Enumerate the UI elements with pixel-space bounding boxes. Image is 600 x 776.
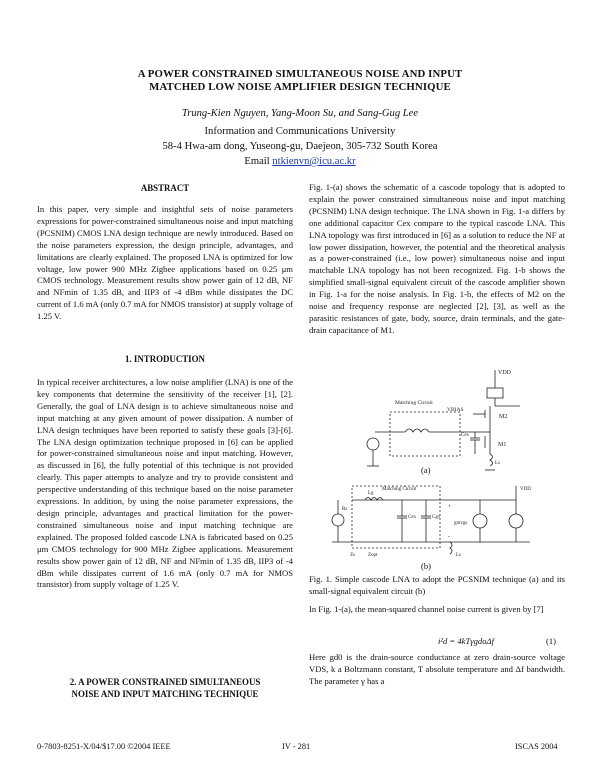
affiliation-line-1: Information and Communications University — [204, 126, 396, 137]
right-column-para-2 — [309, 604, 565, 616]
figure-1a-label: (a) — [421, 465, 431, 475]
zopt-label: Zopt — [368, 553, 378, 558]
rs-label: Rs — [342, 507, 348, 512]
ls-label-b: Ls — [456, 553, 461, 558]
title-line-2: MATCHED LOW NOISE AMPLIFIER DESIGN TECHNIQUE — [149, 81, 451, 93]
m1-label: M1 — [498, 442, 507, 448]
equation-1: i²d = 4kTγgdoΔf — [438, 636, 494, 646]
ls-inductor — [490, 454, 493, 466]
figure-1-caption: Fig. 1. Simple cascode LNA to adopt the PCSNIM technique (a) and its small-signal equivalent circuit (b) — [309, 574, 565, 596]
ls-inductor-b — [450, 542, 452, 554]
minus-sign: - — [448, 534, 450, 540]
introduction-heading: 1. INTRODUCTION — [125, 354, 205, 364]
title-line-1: A POWER CONSTRAINED SIMULTANEOUS NOISE AND INPUT — [137, 68, 463, 80]
noise-current-source — [509, 514, 523, 528]
email-label: Email — [244, 156, 273, 167]
matching-circuit-label-b: Matching Circuit — [382, 487, 417, 492]
right-column-para-3 — [309, 652, 565, 688]
cex-label: Cex — [461, 433, 470, 438]
cex-label-b: Cex — [408, 515, 417, 520]
fig1-description: Fig. 1-(a) shows the schematic of a cascode topology that is adopted to explain the power constrained simultaneous noise and input matching (PCSNIM) LNA design technique. The LNA shown in Fig. 1-a differs by one additional capacitor Cex compare to the typical cascode LNA. This LNA topology was first introduced in [6] as a solution to reduce the NF at low power dissipation, however, the potential and the theoretical analysis as a power-constrained (i.e., low power) simultaneous noise and input matchable LNA topology has not been recognized. Fig. 1-b shows the simplified small-signal equivalent circuit of the cascode amplifier shown in Fig. 1-a for the noise analysis. In Fig. 1-b, the effects of M2 on the noise and frequency response are neglected [2], [3], as well as the parasitic resistances of gate, body, source, drain terminals, and the gate-drain capacitance of M1. — [309, 182, 565, 335]
affiliation-line-2: 58-4 Hwa-am dong, Yuseong-gu, Daejeon, 305-732 South Korea — [162, 141, 438, 152]
load-resistor — [487, 388, 503, 398]
paper-title — [0, 68, 600, 94]
input-source — [332, 514, 344, 526]
matching-circuit-box — [390, 412, 460, 456]
zs-label: Zs — [350, 553, 355, 558]
plus-sign: + — [448, 504, 452, 510]
introduction-section — [37, 353, 293, 591]
footer-conference: ISCAS 2004 — [515, 742, 558, 751]
section-2-heading — [37, 676, 293, 700]
introduction-text: In typical receiver architectures, a low noise amplifier (LNA) is one of the key components that determine the sensitivity of the receiver [1], [2]. Generally, the goal of LNA design is to achieve simultaneous noise and input matching at any given amount of power dissipation. A number of LNA design techniques have been reported to satisfy these goals [3]-[6]. The LNA design optimization technique proposed in [6] can be applied for power-constrained simultaneous noise and input matching. However, as discussed in [6], the fully potential of this technique is not provided clearly. This paper attempts to analyze and try to provide consistent and perspective understanding of this technique based on the noise parameter expressions. In addition, by using the noise parameter expressions, the design principle, advantages and practical limitation for the power-constrained simultaneous noise and input matching technique are explained. The proposed folded cascode LNA is fabricated based on 0.25 μm CMOS technology for 900 MHz Zigbee applications. Measurement results show power gain of 12 dB, NF and NFmin of 1.35 dB, IIP3 of -4 dBm while dissipates current of 1.6 mA (only 0.7 mA for NMOS transistor) from supply voltage of 1.25 V. — [37, 377, 293, 590]
vdd-label: VDD — [498, 370, 511, 376]
figure-1a-schematic — [335, 366, 545, 476]
parameter-definitions: Here gd0 is the drain-source conductance at zero drain-source voltage VDS, k a Boltzmann constant, T absolute temperature and Δf bandwidth. The parameter γ has a — [309, 652, 565, 686]
email-link[interactable]: ntkienvn@icu.ac.kr — [272, 156, 356, 167]
affiliation — [0, 124, 600, 169]
lg-label: Lg — [368, 491, 374, 496]
figure-1b-equivalent-circuit — [320, 480, 550, 562]
equation-1-number: (1) — [546, 636, 557, 646]
section-2-heading-line-2: NOISE AND INPUT MATCHING TECHNIQUE — [71, 689, 259, 699]
noise-current-intro: In Fig. 1-(a), the mean-squared channel noise current is given by [7] — [309, 604, 544, 614]
abstract-heading: ABSTRACT — [140, 183, 190, 193]
signal-source — [367, 438, 379, 450]
abstract-section — [37, 182, 293, 323]
lg-inductor — [405, 429, 429, 432]
vdd-label-b: VDD — [520, 487, 531, 492]
footer-copyright: 0-7803-8251-X/04/$17.00 ©2004 IEEE — [37, 742, 171, 751]
matching-circuit-label: Matching Circuit — [395, 400, 433, 406]
right-column-para-1 — [309, 182, 565, 337]
ls-label: Ls — [495, 461, 500, 466]
figure-1b-label: (b) — [421, 561, 432, 571]
matching-circuit-box-b — [352, 486, 440, 548]
authors: Trung-Kien Nguyen, Yang-Moon Su, and Sang-Gug Lee — [181, 108, 419, 119]
m2-label: M2 — [499, 414, 508, 420]
cgs-label: Cgs — [432, 515, 440, 520]
abstract-text: In this paper, very simple and insightful sets of noise parameters expressions for power-constrained simultaneous noise and input matching (PCSNIM) CMOS LNA design technique are newly introduced. Based on the noise parameters expression, the design principle, advantages, and limitations are clearly explained. The proposed LNA is optimized for low voltage, low power 900 MHz Zigbee applications based on 0.25 μm CMOS technology. Measurement results show power gain of 12 dB, NF and NFmin of 1.35 dB, and IIP3 of -4 dBm while dissipates the DC current of 1.6 mA (only 0.7 mA for NMOS transistor) at supply voltage of 1.25 V. — [37, 204, 293, 322]
email-line — [0, 154, 600, 169]
footer-page-number: IV - 281 — [282, 742, 311, 751]
gm-label: gmvgs — [454, 521, 468, 526]
section-2-heading-line-1: 2. A POWER CONSTRAINED SIMULTANEOUS — [69, 677, 261, 687]
vbias-label: VBIAS — [447, 407, 464, 413]
gm-current-source — [473, 514, 487, 528]
